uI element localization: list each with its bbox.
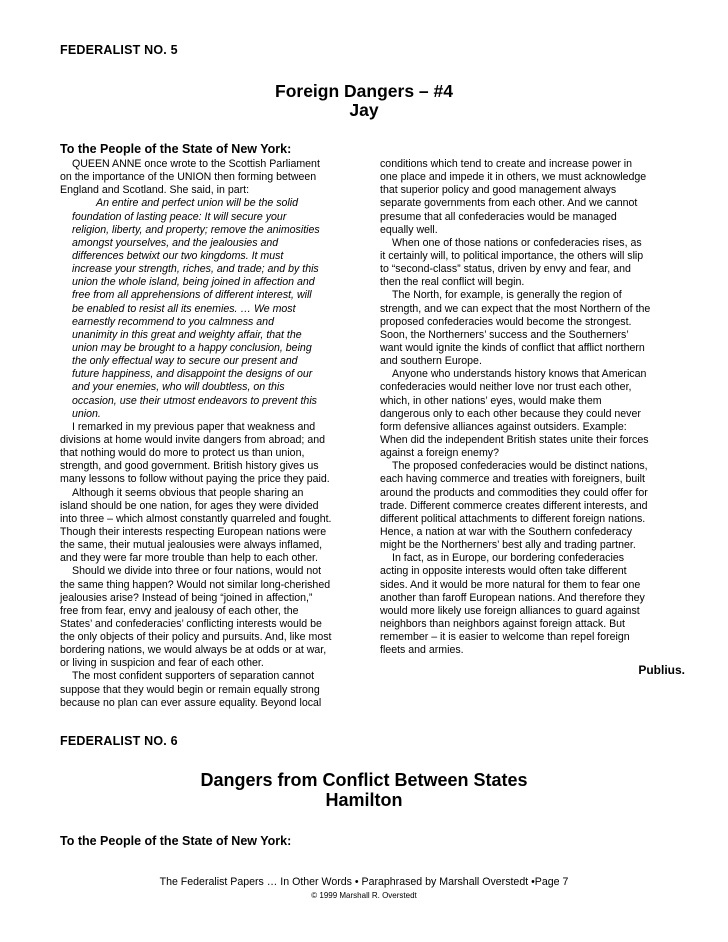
- text-line: be enabled to resist all its enemies. … We most: [72, 302, 296, 315]
- text-line: foundation of lasting peace: It will secure your: [72, 210, 287, 223]
- text-line: proposed confederacies would become the strongest.: [380, 315, 632, 328]
- text-line: I remarked in my previous paper that weakness and: [72, 420, 316, 433]
- text-line: form defensive alliances against outsiders. Example:: [380, 420, 627, 433]
- text-line: might be the Northerners’ best ally and trading partner.: [380, 539, 636, 552]
- text-line: trade. Different commerce creates different interests, and: [380, 499, 648, 512]
- text-line: earnestly recommend to you calmness and: [72, 315, 274, 328]
- text-line: many lessons to follow without paying the price they paid.: [60, 473, 330, 486]
- text-line: each having commerce and treaties with foreigners, built: [380, 473, 645, 486]
- text-column-left: [60, 158, 365, 710]
- text-line: jealousies arise? Instead of being “joined in affection,”: [60, 591, 313, 604]
- paper-author-fed6: Hamilton: [325, 790, 403, 810]
- text-line: bordering nations, we would always be at odds or at war,: [60, 644, 327, 657]
- text-line: it certainly will, to political importance, the others will slip: [380, 249, 644, 262]
- text-line: because no plan can ever assure equality. Beyond local: [60, 696, 322, 709]
- paper-title-fed6: Dangers from Conflict Between States: [200, 770, 528, 790]
- text-line: Although it seems obvious that people sharing an: [72, 486, 304, 499]
- text-line: the same, their mutual jealousies were always inflamed,: [60, 539, 323, 552]
- text-line: another than faroff European nations. And therefore they: [380, 591, 645, 604]
- text-line: future happiness, and disappoint the designs of our: [72, 368, 313, 381]
- paper-author-fed5: Jay: [349, 100, 379, 120]
- text-line: presume that all confederacies would be managed: [380, 210, 617, 223]
- text-line: would more likely use foreign alliances to guard against: [380, 604, 640, 617]
- text-line: fleets and armies.: [380, 644, 464, 657]
- text-line: or living in suspicion and fear of each other.: [60, 657, 264, 670]
- text-line: strength, and we can expect that the most Northern of the: [380, 302, 651, 315]
- text-line: equally well.: [380, 223, 438, 236]
- text-line: conditions which tend to create and increase power in: [380, 158, 633, 170]
- text-line: suppose that they would begin or remain equally strong: [60, 683, 320, 696]
- text-line: island should be one nation, for ages they were divided: [60, 499, 319, 512]
- text-line: occasion, use their utmost endeavors to prevent this: [72, 394, 317, 407]
- text-line: confederacies would neither love nor trust each other,: [380, 381, 632, 394]
- text-line: and your enemies, who will doubtless, on this: [72, 381, 285, 394]
- page-footer: The Federalist Papers … In Other Words • Paraphrased by Marshall Overstedt •Page 7: [159, 876, 569, 888]
- text-line: acting in opposite interests would often take different: [380, 565, 627, 578]
- paper-title-fed5: Foreign Dangers – #4: [275, 81, 453, 101]
- section-label-fed5: FEDERALIST NO. 5: [60, 43, 178, 57]
- text-line: and southern Europe.: [380, 355, 482, 368]
- text-line: strength, and good government. British history gives us: [60, 460, 319, 473]
- text-line: the same thing happen? Would not similar long-cherished: [60, 578, 331, 591]
- text-line: sides. And it would be more natural for them to fear one: [380, 578, 641, 591]
- text-line: The proposed confederacies would be distinct nations,: [392, 460, 648, 473]
- text-line: and they were far more trouble than help to each other.: [60, 552, 318, 565]
- signature: Publius.: [638, 663, 685, 677]
- text-line: Should we divide into three or four nations, would not: [72, 565, 322, 578]
- text-line: separate governments from each other. And we cannot: [380, 197, 638, 210]
- copyright-notice: © 1999 Marshall R. Overstedt: [311, 891, 417, 900]
- text-line: dangerous only to each other because they could never: [380, 407, 641, 420]
- text-line: free from fear, envy and jealousy of each other, the: [60, 604, 299, 617]
- text-line: When one of those nations or confederacies rises, as: [392, 236, 642, 249]
- text-line: States’ and confederacies’ conflicting interests would be: [60, 617, 322, 630]
- text-line: Hence, a nation at war with the Southern confederacy: [380, 525, 633, 538]
- text-line: England and Scotland. She said, in part:: [60, 184, 250, 197]
- text-line: remember – it is easier to welcome than repel foreign: [380, 631, 630, 644]
- text-line: An entire and perfect union will be the solid: [96, 197, 298, 210]
- text-line: The most confident supporters of separation cannot: [72, 670, 315, 683]
- text-line: amongst yourselves, and the jealousies and: [72, 236, 279, 249]
- text-line: increase your strength, riches, and trade; and by this: [72, 263, 319, 276]
- text-line: union.: [72, 407, 101, 420]
- text-line: which, in other nations’ eyes, would make them: [380, 394, 602, 407]
- section-label-fed6: FEDERALIST NO. 6: [60, 734, 178, 748]
- text-line: union may be brought to a happy conclusion, being: [72, 341, 312, 354]
- text-line: different political attachments to different foreign nations.: [380, 512, 646, 525]
- text-line: Soon, the Northerners’ success and the Southerners’: [380, 328, 629, 341]
- salutation-fed6: To the People of the State of New York:: [60, 834, 292, 848]
- salutation-fed5: To the People of the State of New York:: [60, 142, 292, 156]
- text-line: that superior policy and good management always: [380, 184, 617, 197]
- text-line: Though their interests respecting European nations were: [60, 525, 327, 538]
- text-line: Anyone who understands history knows that American: [392, 368, 647, 381]
- text-line: that nothing would do more to protect us than union,: [60, 447, 305, 460]
- text-line: The North, for example, is generally the region of: [392, 289, 622, 302]
- text-line: When did the independent British states unite their forces: [380, 433, 649, 446]
- text-line: want would ignite the kinds of conflict that afflict northern: [380, 341, 645, 354]
- text-line: on the importance of the UNION then forming between: [60, 171, 317, 184]
- text-column-right: [380, 158, 685, 657]
- text-line: religion, liberty, and property; remove the animosities: [72, 223, 320, 236]
- text-line: differences betwixt our two kingdoms. It must: [72, 249, 284, 262]
- text-line: In fact, as in Europe, our bordering confederacies: [392, 552, 625, 565]
- text-line: QUEEN ANNE once wrote to the Scottish Parliament: [72, 158, 320, 170]
- text-line: neighbors than neighbors against foreign attack. But: [380, 617, 625, 630]
- text-line: to “second-class” status, driven by envy and fear, and: [380, 263, 631, 276]
- text-line: unanimity in this great and weighty affair, that the: [72, 328, 302, 341]
- text-line: into three – which almost constantly quarreled and fought.: [60, 512, 332, 525]
- text-line: free from all apprehensions of different interest, will: [72, 289, 312, 302]
- text-line: the only objects of their policy and pursuits. And, like most: [60, 631, 332, 644]
- text-line: around the products and commodities they could offer for: [380, 486, 648, 499]
- text-line: then the real conflict will begin.: [380, 276, 525, 289]
- text-line: the only effectual way to secure our present and: [72, 355, 298, 368]
- text-line: one place and impede it in others, we must acknowledge: [380, 171, 647, 184]
- text-line: against a foreign enemy?: [380, 447, 499, 460]
- text-line: divisions at home would invite dangers from abroad; and: [60, 433, 325, 446]
- text-line: union the whole island, being joined in affection and: [72, 276, 315, 289]
